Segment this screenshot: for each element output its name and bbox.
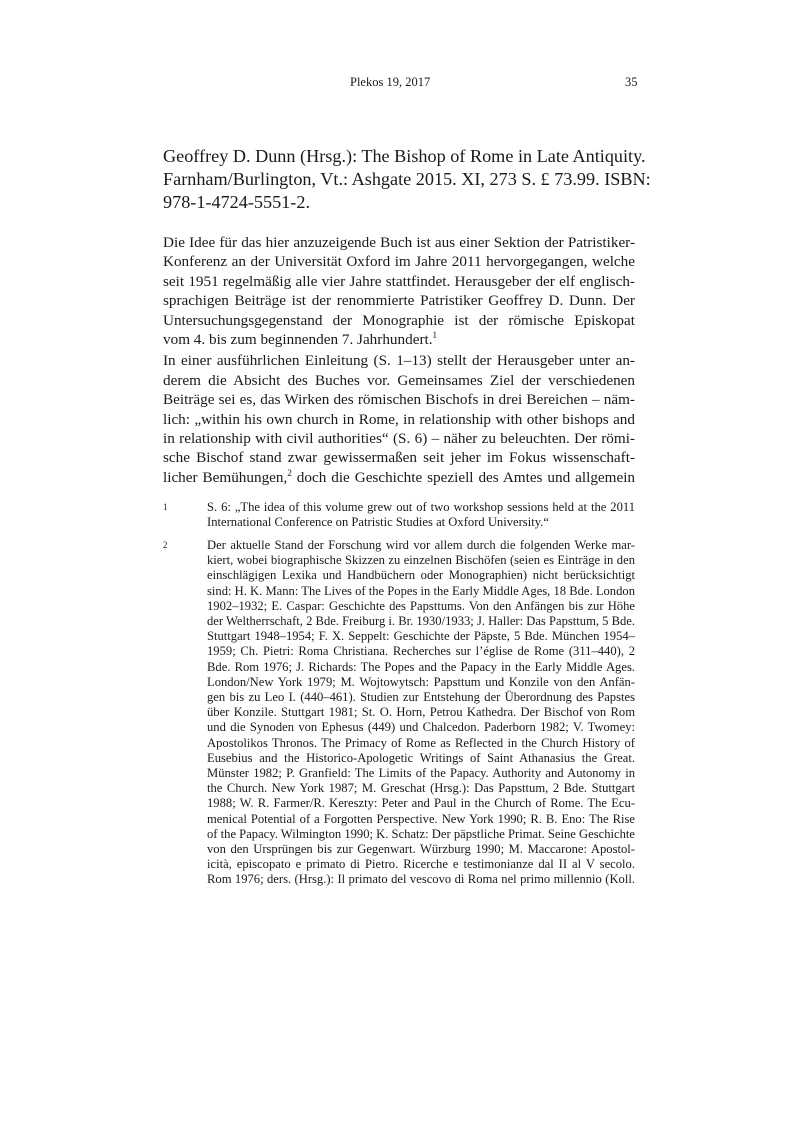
footnote-line: 1902–1932; E. Caspar: Geschichte des Papsttums. Von den Anfängen bis zur Höhe	[207, 598, 635, 613]
footnote-line: icità, episcopato e primato di Pietro. Ricerche e testimonianze dal II al V secolo.	[207, 857, 635, 872]
footnote-line: und die Synoden von Ephesus (449) und Chalcedon. Paderborn 1982; V. Twomey:	[207, 720, 635, 735]
footnote-line: Rom 1976; ders. (Hrsg.): Il primato del vescovo di Roma nel primo millennio (Koll.	[207, 872, 635, 887]
title-line: 978-1-4724-5551-2.	[163, 192, 310, 212]
title-line: Geoffrey D. Dunn (Hrsg.): The Bishop of Rome in Late Antiquity.	[163, 146, 646, 166]
text-segment: doch die Geschichte speziell des Amtes und allgemein	[296, 468, 636, 486]
text-line: In einer ausführlichen Einleitung (S. 1–13) stellt der Herausgeber unter an-	[163, 352, 635, 370]
title-line: Farnham/Burlington, Vt.: Ashgate 2015. XI, 273 S. £ 73.99. ISBN:	[163, 169, 651, 189]
footnote-line: der Weltherrschaft, 2 Bde. Freiburg i. Br. 1930/1933; J. Haller: Das Papsttum, 5 Bde.	[207, 614, 636, 629]
footnote-ref[interactable]: 2	[287, 467, 292, 478]
footnote-line: von den Ursprüngen bis zur Gegenwart. Würzburg 1990; M. Maccarone: Apostol-	[207, 842, 635, 857]
text-segment: licher Bemühungen,	[163, 468, 288, 486]
footnote-line: 1988; W. R. Farmer/R. Kereszty: Peter and Paul in the Church of Rome. The Ecu-	[207, 796, 635, 811]
text-line: Konferenz an der Universität Oxford im Jahre 2011 hervorgegangen, welche	[163, 253, 635, 271]
footnote-line: über Konzile. Stuttgart 1981; St. O. Horn, Petrou Kathedra. Der Bischof von Rom	[207, 705, 635, 720]
footnote-line: Der aktuelle Stand der Forschung wird vor allem durch die folgenden Werke mar-	[207, 538, 635, 552]
text-line: Die Idee für das hier anzuzeigende Buch ist aus einer Sektion der Patristiker-	[163, 234, 635, 251]
footnote-number: 1	[163, 502, 168, 512]
footnote-line: International Conference on Patristic Studies at Oxford University.“	[207, 515, 549, 530]
footnote-line: Stuttgart 1948–1954; F. X. Seppelt: Geschichte der Päpste, 5 Bde. München 1954–	[207, 629, 635, 644]
footnote-line: London/New York 1979; M. Wojtowytsch: Papsttum und Konzile von den Anfän-	[207, 674, 635, 689]
footnote-line: Bde. Rom 1976; J. Richards: The Popes and the Papacy in the Early Middle Ages.	[207, 659, 635, 674]
text-line: in relationship with civil authorities“ (S. 6) – näher zu beleuchten. Der römi-	[163, 430, 635, 448]
footnote-line: sind: H. K. Mann: The Lives of the Popes in the Early Middle Ages, 18 Bde. London	[207, 583, 635, 598]
footnote-line: einschlägigen Lexika und Handbüchern oder Monographien) nicht berücksichtigt	[207, 568, 635, 583]
footnote-text	[207, 538, 635, 888]
footnote-line: S. 6: „The idea of this volume grew out of two workshop sessions held at the 2011	[207, 500, 635, 514]
footnote-line: the Church. New York 1987; M. Greschat (Hrsg.): Das Papsttum, 2 Bde. Stuttgart	[207, 781, 635, 796]
footnote-line: menical Potential of a Forgotten Perspective. New York 1990; R. B. Eno: The Rise	[207, 811, 635, 826]
text-line: seit 1951 regelmäßig alle vier Jahre stattfindet. Herausgeber der elf englisch-	[163, 272, 635, 290]
footnote-line: of the Papacy. Wilmington 1990; K. Schatz: Der päpstliche Primat. Seine Geschichte	[207, 826, 635, 841]
text-line	[163, 330, 635, 349]
text-line: sprachigen Beiträge ist der renommierte Patristiker Geoffrey D. Dunn. Der	[163, 292, 635, 310]
text-segment: vom 4. bis zum beginnenden 7. Jahrhundert.	[163, 331, 433, 349]
text-line	[163, 468, 635, 487]
text-line: sche Bischof stand zwar gewissermaßen seit jeher im Fokus wissenschaft-	[163, 449, 635, 467]
text-line: lich: „within his own church in Rome, in relationship with other bishops and	[163, 410, 635, 428]
running-header: Plekos 19, 2017	[350, 75, 431, 89]
footnote-line: kiert, wobei biographische Skizzen zu einzelnen Bischöfen (seien es Einträge in den	[207, 553, 635, 568]
footnote-line: Eusebius and the Historico-Apologetic Writings of Saint Athanasius the Great.	[207, 750, 635, 765]
body-text	[163, 233, 635, 489]
footnote-text	[207, 500, 635, 530]
paragraph-2	[163, 351, 635, 487]
footnote-line: Münster 1982; P. Granfield: The Limits of the Papacy. Authority and Autonomy in	[207, 766, 635, 781]
review-title	[163, 145, 651, 214]
footnote-line: Apostolikos Thronos. The Primacy of Rome as Reflected in the Church History of	[207, 735, 635, 750]
footnote-ref[interactable]: 1	[432, 330, 438, 341]
page-number: 35	[625, 75, 638, 89]
footnote-line: gen bis zu Leo I. (440–461). Studien zur Entstehung der Überordnung des Papstes	[207, 690, 635, 705]
text-line: derem die Absicht des Buches vor. Gemeinsames Ziel der verschiedenen	[163, 371, 635, 389]
paragraph-1	[163, 233, 635, 349]
footnote-number: 2	[163, 540, 168, 550]
text-line: Untersuchungsgegenstand der Monographie ist der römische Episkopat	[163, 311, 635, 329]
footnote-line: 1959; Ch. Pietri: Roma Christiana. Recherches sur l’église de Rome (311–440), 2	[207, 644, 635, 659]
text-line: Beiträge sei es, das Wirken des römischen Bischofs in drei Bereichen – näm-	[163, 391, 635, 409]
